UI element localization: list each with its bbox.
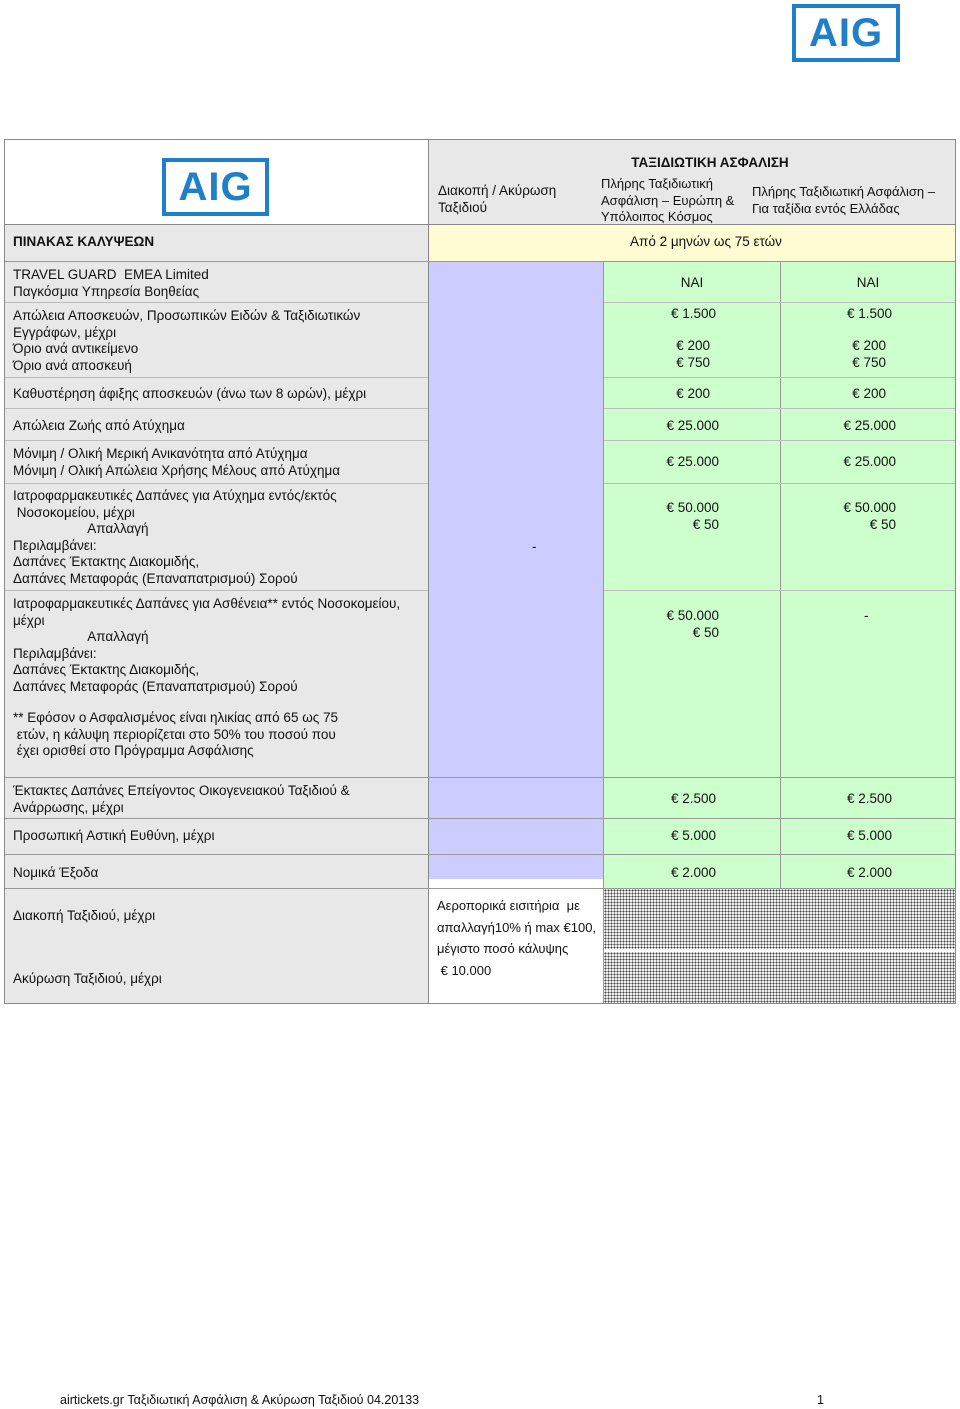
divider [5,224,955,225]
value-cell: € 2.000 [670,865,716,880]
age-range: Από 2 μηνών ως 75 ετών [630,234,782,249]
value-cell: € 25.000 [843,418,896,433]
value-cell: - [864,608,869,623]
value-cell: € 1.500 [670,306,716,321]
cancellation-note: Αεροπορικά εισιτήρια με απαλλαγή10% ή max €100, μέγιστο ποσό κάλυψης € 10.000 [437,898,597,978]
header-col3: Πλήρης Ταξιδιωτική Ασφάλιση – Για ταξίδια εντός Ελλάδας [752,184,935,216]
divider [5,483,428,484]
col1-bg [429,262,603,879]
value-cell: € 200 [852,386,886,401]
row-label: Απώλεια Αποσκευών, Προσωπικών Ειδών & Ταξιδιωτικών Εγγράφων, μέχρι Όριο ανά αντικείμενο Όριο ανά αποσκευή [13,308,361,373]
table-title: ΠΙΝΑΚΑΣ ΚΑΛΥΨΕΩΝ [13,234,155,249]
divider [5,777,955,778]
footnote: ** Εφόσον ο Ασφαλισμένος είναι ηλικίας από 65 ως 75 ετών, η κάλυψη περιορίζεται στο 50% του ποσού που έχει ορισθεί στο Πρόγραμμα Ασφάλισης [13,710,339,758]
aig-logo-table: AIG [162,158,269,216]
value-cell: ΝΑΙ [856,275,880,290]
value-cell: ΝΑΙ [680,275,704,290]
divider [604,408,955,409]
divider [5,854,955,855]
aig-logo-top: AIG [792,4,900,62]
value-cell: € 50.000 € 50 [666,608,719,640]
divider [428,140,429,1003]
row-label: TRAVEL GUARD EMEA Limited Παγκόσμια Υπηρεσία Βοηθείας [13,267,209,299]
value-cell: € 25.000 [666,454,719,469]
row-label: Ακύρωση Ταξιδιού, μέχρι [13,971,162,986]
value-cell: € 2.000 [846,865,892,880]
divider [5,302,428,303]
divider [5,440,428,441]
row-label: Καθυστέρηση άφιξης αποσκευών (άνω των 8 ωρών), μέχρι [13,386,367,401]
value-cell: € 200 € 750 [676,338,710,370]
value-cell: € 2.500 [846,791,892,806]
value-cell: € 5.000 [846,828,892,843]
row-label: Προσωπική Αστική Ευθύνη, μέχρι [13,828,215,843]
insurance-title: ΤΑΞΙΔΙΩΤΙΚΗ ΑΣΦΑΛΙΣΗ [631,155,789,170]
divider [604,377,955,378]
divider [5,261,955,262]
divider [5,408,428,409]
value-cell: € 200 [676,386,710,401]
value-cell: € 5.000 [670,828,716,843]
row-label: Ιατροφαρμακευτικές Δαπάνες για Ασθένεια** εντός Νοσοκομείου, μέχρι Απαλλαγή Περιλαμβάνει: Δαπάνες Έκτακτης Διακομιδής, Δαπάνες Μεταφοράς (Επαναπατρισμού) Σορού [13,596,401,694]
value-cell: € 200 € 750 [852,338,886,370]
row-label: Ιατροφαρμακευτικές Δαπάνες για Ατύχημα εντός/εκτός Νοσοκομείου, μέχρι Απαλλαγή Περιλαμβάνει: Δαπάνες Έκτακτης Διακομιδής, Δαπάνες Μεταφοράς (Επαναπατρισμού) Σορού [13,488,337,586]
footer-text: airtickets.gr Ταξιδιωτική Ασφάλιση & Ακύρωση Ταξιδιού 04.20133 [60,1393,420,1407]
header-col1: Διακοπή / Ακύρωση Ταξιδιού [438,183,557,215]
value-cell: € 25.000 [666,418,719,433]
value-cell: € 50.000 € 50 [666,500,719,532]
value-cell: € 50.000 € 50 [843,500,896,532]
divider [604,440,955,441]
row-label: Έκτακτες Δαπάνες Επείγοντος Οικογενειακού Ταξιδιού & Ανάρρωσης, μέχρι [13,783,350,815]
divider [604,302,955,303]
value-cell: € 2.500 [670,791,716,806]
divider [5,377,428,378]
col1-dash: - [532,539,537,554]
page-number: 1 [817,1393,824,1407]
row-label: Απώλεια Ζωής από Ατύχημα [13,418,185,433]
divider [604,590,955,591]
divider [604,483,955,484]
divider [5,590,428,591]
row-label: Μόνιμη / Ολική Μερική Ανικανότητα από Ατύχημα Μόνιμη / Ολική Απώλεια Χρήσης Μέλους από Ατύχημα [13,446,341,478]
divider [5,818,955,819]
header-col2: Πλήρης Ταξιδιωτική Ασφάλιση – Ευρώπη & Υπόλοιπος Κόσμος [601,176,735,224]
hatched-cell-interruption [604,889,955,949]
value-cell: € 1.500 [846,306,892,321]
hatched-cell-cancellation [604,952,955,1003]
divider [5,888,955,889]
row-label: Νομικά Έξοδα [13,865,99,880]
row-label: Διακοπή Ταξιδιού, μέχρι [13,908,156,923]
value-cell: € 25.000 [843,454,896,469]
